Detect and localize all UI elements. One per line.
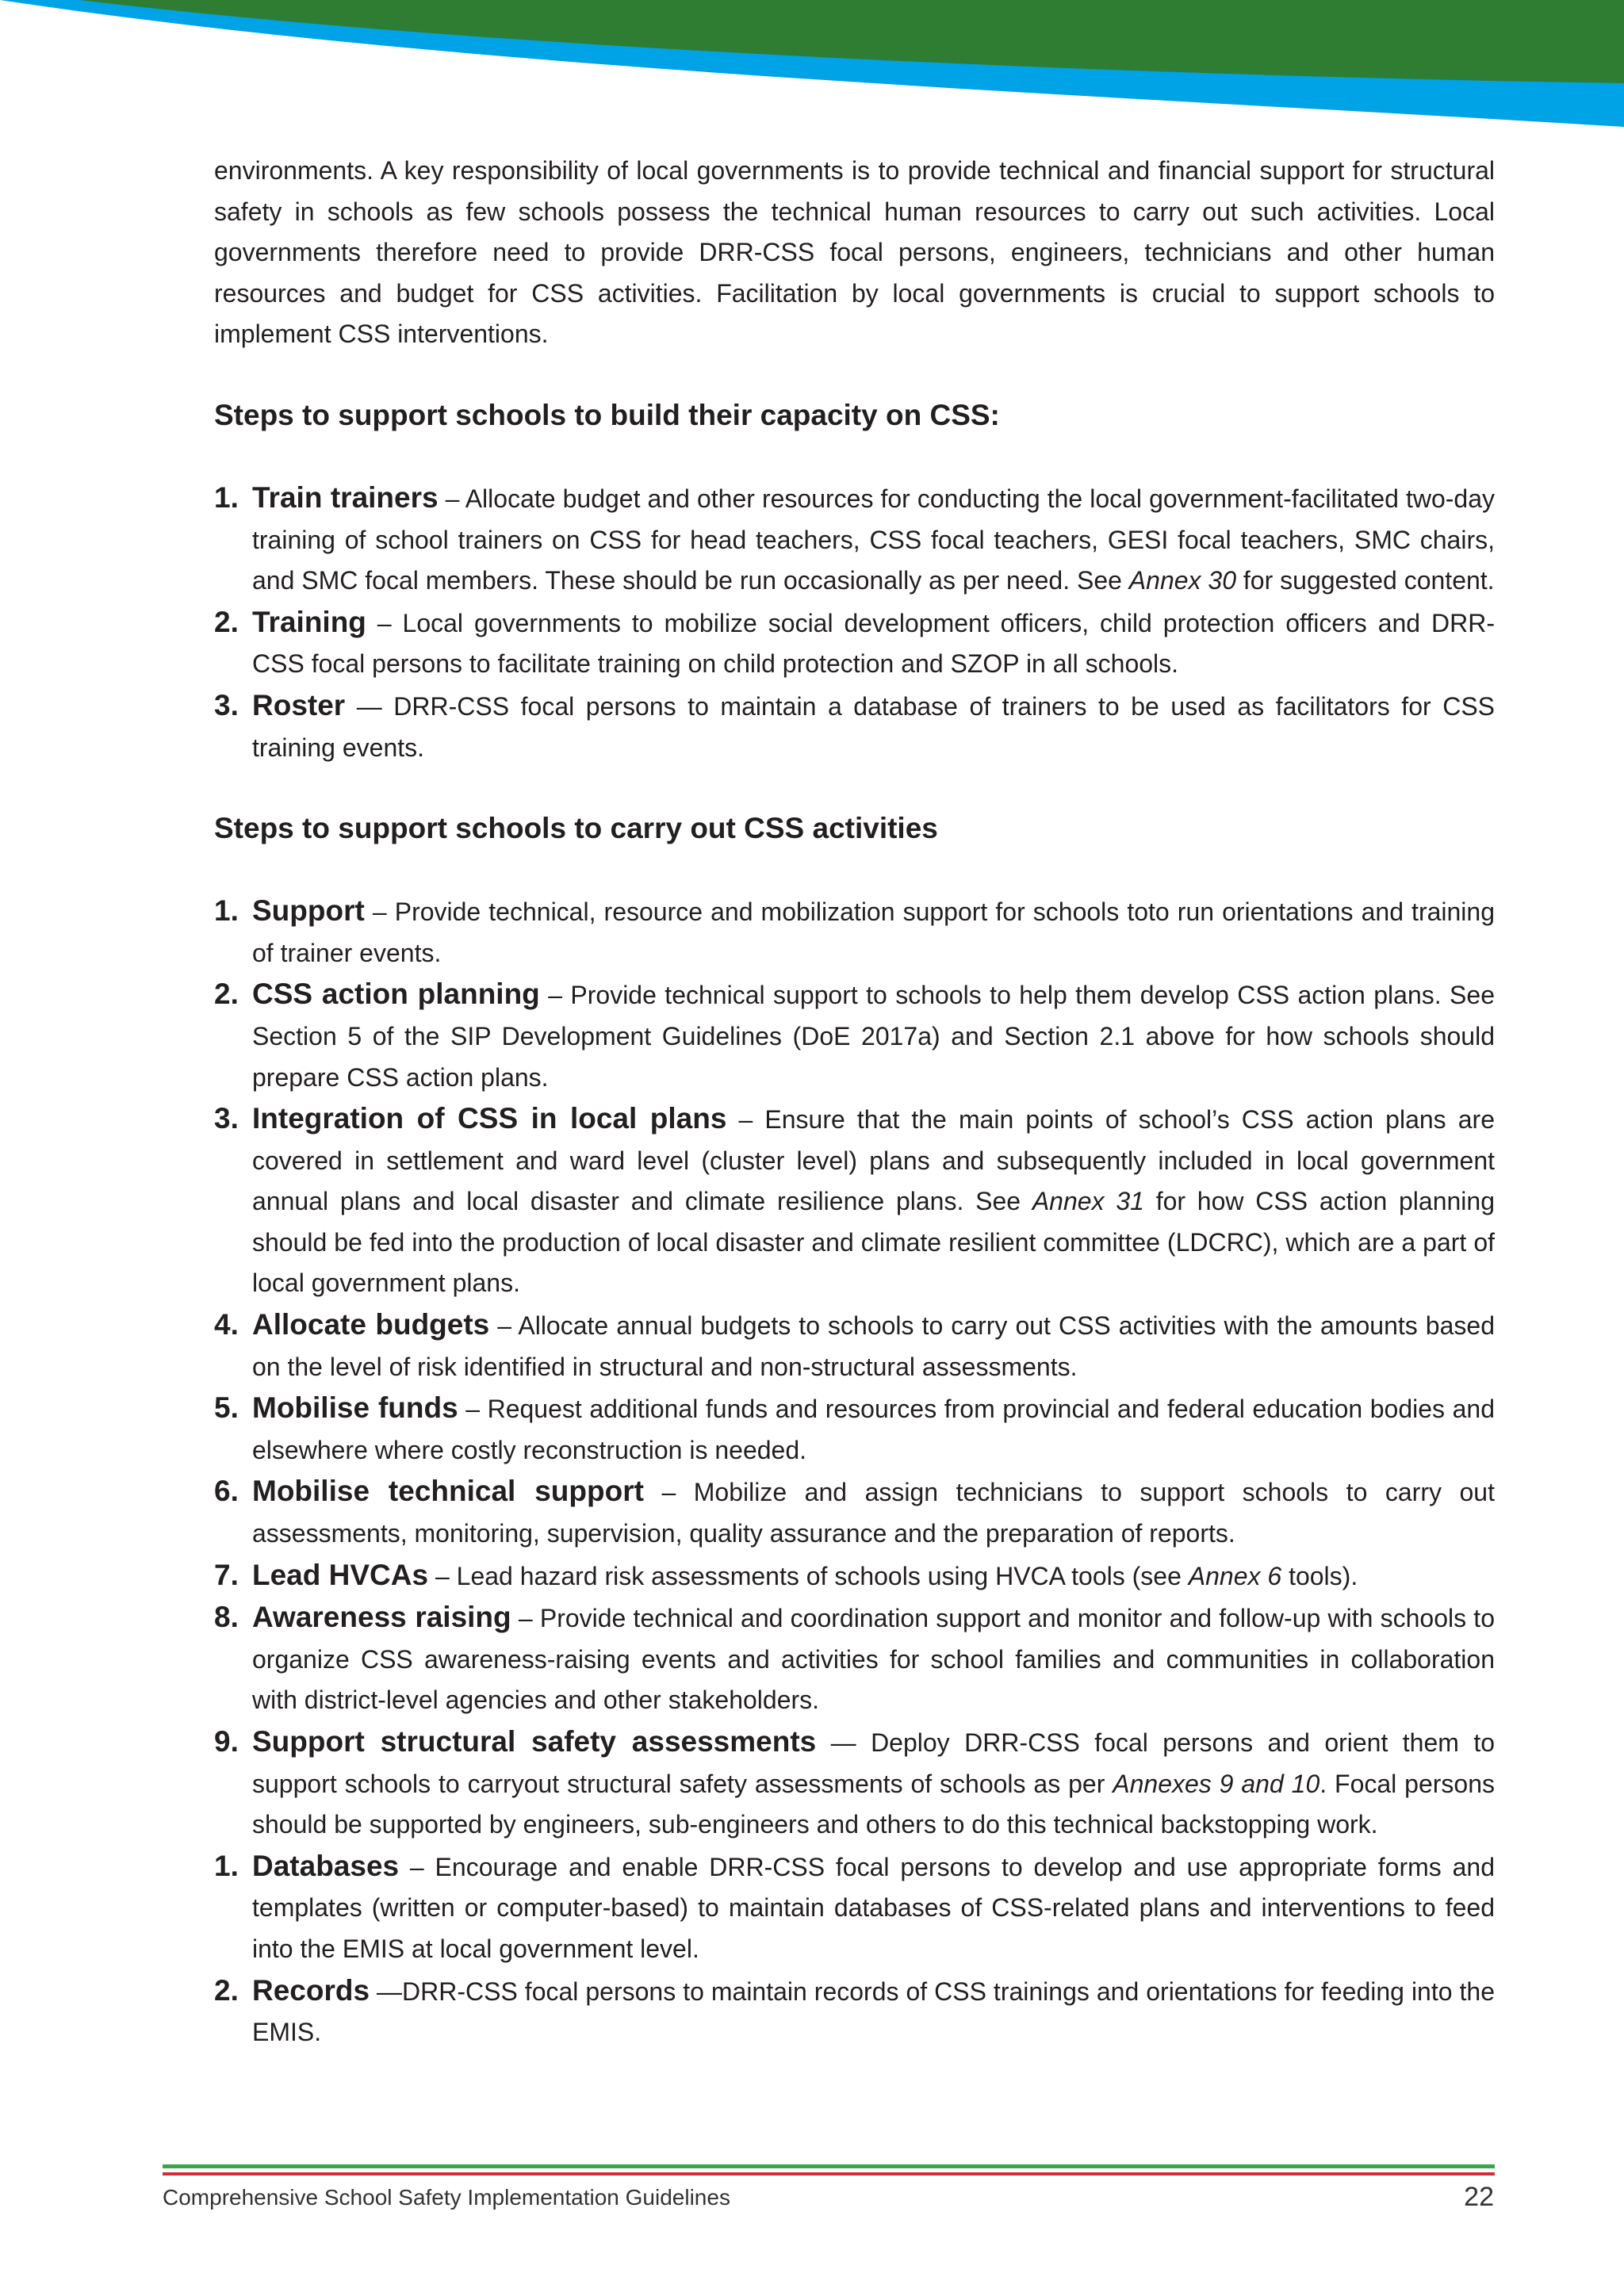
item-term: Awareness raising	[252, 1601, 511, 1634]
item-text: – Provide technical and coordination support and monitor and follow-up with schools to organize CSS awareness-raising events and activities for school families and communities in collaboration with district-level agencies and other stakeholders.	[252, 1604, 1495, 1715]
page-content	[214, 151, 1495, 2053]
item-number: 4.	[214, 1308, 239, 1341]
item-term: Training	[252, 605, 366, 638]
item-term: Databases	[252, 1849, 400, 1882]
list-item	[214, 1555, 1495, 1598]
item-annex-ref: Annexes 9 and 10	[1113, 1769, 1320, 1798]
list-item	[214, 1721, 1495, 1846]
item-text-tail: for suggested content.	[1236, 566, 1495, 595]
list-item	[214, 685, 1495, 768]
item-text: — DRR-CSS focal persons to maintain a database of trainers to be used as facilitators for CSS training events.	[252, 691, 1495, 762]
item-number: 1.	[214, 480, 239, 514]
item-text: – Allocate annual budgets to schools to carry out CSS activities with the amounts based on the level of risk identified in structural and non-structural assessments.	[252, 1311, 1495, 1381]
capacity-steps-list	[214, 477, 1495, 768]
item-term: Records	[252, 1973, 370, 2007]
item-number: 5.	[214, 1391, 239, 1425]
item-number: 8.	[214, 1601, 239, 1634]
item-number: 2.	[214, 978, 239, 1011]
item-text: – Request additional funds and resources from provincial and federal education bodies and elsewhere where costly reconstruction is needed.	[252, 1395, 1496, 1464]
section-heading-capacity: Steps to support schools to build their capacity on CSS:	[214, 398, 1000, 431]
list-item	[214, 602, 1495, 685]
item-number: 3.	[214, 688, 239, 721]
list-item	[214, 477, 1495, 602]
intro-paragraph: environments. A key responsibility of local governments is to provide technical and financial support for structural safety in schools as few schools possess the technical human resources to carry out such activities. Local governments therefore need to provide DRR-CSS focal persons, engineers, technicians and other human resources and budget for CSS activities. Facilitation by local governments is crucial to support schools to implement CSS interventions.	[214, 156, 1495, 349]
list-item	[214, 890, 1495, 974]
item-text: – Allocate budget and other resources for conducting the local government-facilitated two-day training of school trainers on CSS for head teachers, CSS focal teachers, GESI focal teachers, SMC chairs, and SMC focal members. These should be run occasionally as per need. See	[252, 484, 1496, 595]
item-text-tail: for how CSS action planning should be fed into the production of local disaster and climate resilient committee (LDCRC), which are a part of local government plans.	[252, 1187, 1496, 1298]
item-number: 1.	[214, 894, 239, 928]
item-term: Support	[252, 894, 365, 928]
list-item	[214, 1098, 1495, 1304]
item-annex-ref: Annex 31	[1032, 1187, 1144, 1216]
footer-rule-green	[163, 2164, 1495, 2168]
item-number: 1.	[214, 1849, 239, 1882]
activity-steps-list	[214, 890, 1495, 2053]
item-number: 7.	[214, 1558, 239, 1591]
item-number: 6.	[214, 1475, 239, 1508]
item-number: 9.	[214, 1725, 239, 1758]
list-item	[214, 1597, 1495, 1721]
item-term: Mobilise funds	[252, 1391, 458, 1425]
item-text: — Deploy DRR-CSS focal persons and orient them to support schools to carryout structural safety assessments of schools as per	[252, 1728, 1495, 1798]
list-item	[214, 1970, 1495, 2053]
item-annex-ref: Annex 30	[1128, 566, 1237, 595]
item-text: – Ensure that the main points of school’s CSS action plans are covered in settlement and ward level (cluster level) plans and subsequently included in local government annual plans and local disaster and climate resilience plans. See	[252, 1105, 1495, 1216]
item-term: Allocate budgets	[252, 1308, 490, 1341]
footer-document-title: Comprehensive School Safety Implementation Guidelines	[163, 2185, 730, 2210]
item-term: Support structural safety assessments	[252, 1725, 817, 1758]
item-text: – Lead hazard risk assessments of schools using HVCA tools (see	[428, 1561, 1189, 1590]
item-term: Integration of CSS in local plans	[252, 1102, 727, 1135]
list-item	[214, 1846, 1495, 1970]
header-wave-decoration	[0, 0, 1624, 166]
footer-rule-red	[163, 2172, 1495, 2175]
item-text: – Local governments to mobilize social development officers, child protection officers and DRR-CSS focal persons to facilitate training on child protection and SZOP in all schools.	[252, 608, 1495, 679]
list-item	[214, 1387, 1495, 1471]
item-number: 2.	[214, 1973, 239, 2007]
item-number: 2.	[214, 605, 239, 638]
page-number: 22	[1464, 2182, 1494, 2212]
item-term: Roster	[252, 688, 346, 721]
item-text: – Provide technical, resource and mobilization support for schools toto run orientations and training of trainer events.	[252, 897, 1495, 967]
item-text: – Provide technical support to schools to help them develop CSS action plans. See Section 5 of the SIP Development Guidelines (DoE 2017a) and Section 2.1 above for how schools should prepare CSS action plans.	[252, 981, 1495, 1092]
item-text: —DRR-CSS focal persons to maintain records of CSS trainings and orientations for feeding into the EMIS.	[252, 1976, 1495, 2047]
item-term: CSS action planning	[252, 978, 540, 1011]
section-heading-activities: Steps to support schools to carry out CSS activities	[214, 812, 938, 845]
item-text-tail: tools).	[1281, 1561, 1358, 1590]
item-annex-ref: Annex 6	[1188, 1561, 1282, 1590]
list-item	[214, 1471, 1495, 1554]
item-term: Lead HVCAs	[252, 1558, 429, 1591]
item-term: Mobilise technical support	[252, 1475, 644, 1508]
item-number: 3.	[214, 1102, 239, 1135]
list-item	[214, 1304, 1495, 1387]
item-text: – Mobilize and assign technicians to support schools to carry out assessments, monitoring, supervision, quality assurance and the preparation of reports.	[252, 1478, 1495, 1548]
item-text-tail: . Focal persons should be supported by engineers, sub-engineers and others to do this technical backstopping work.	[252, 1769, 1495, 1839]
item-text: – Encourage and enable DRR-CSS focal persons to develop and use appropriate forms and templates (written or computer-based) to maintain databases of CSS-related plans and interventions to feed into the EMIS at local government level.	[252, 1852, 1495, 1963]
item-term: Train trainers	[252, 480, 439, 514]
list-item	[214, 974, 1495, 1098]
